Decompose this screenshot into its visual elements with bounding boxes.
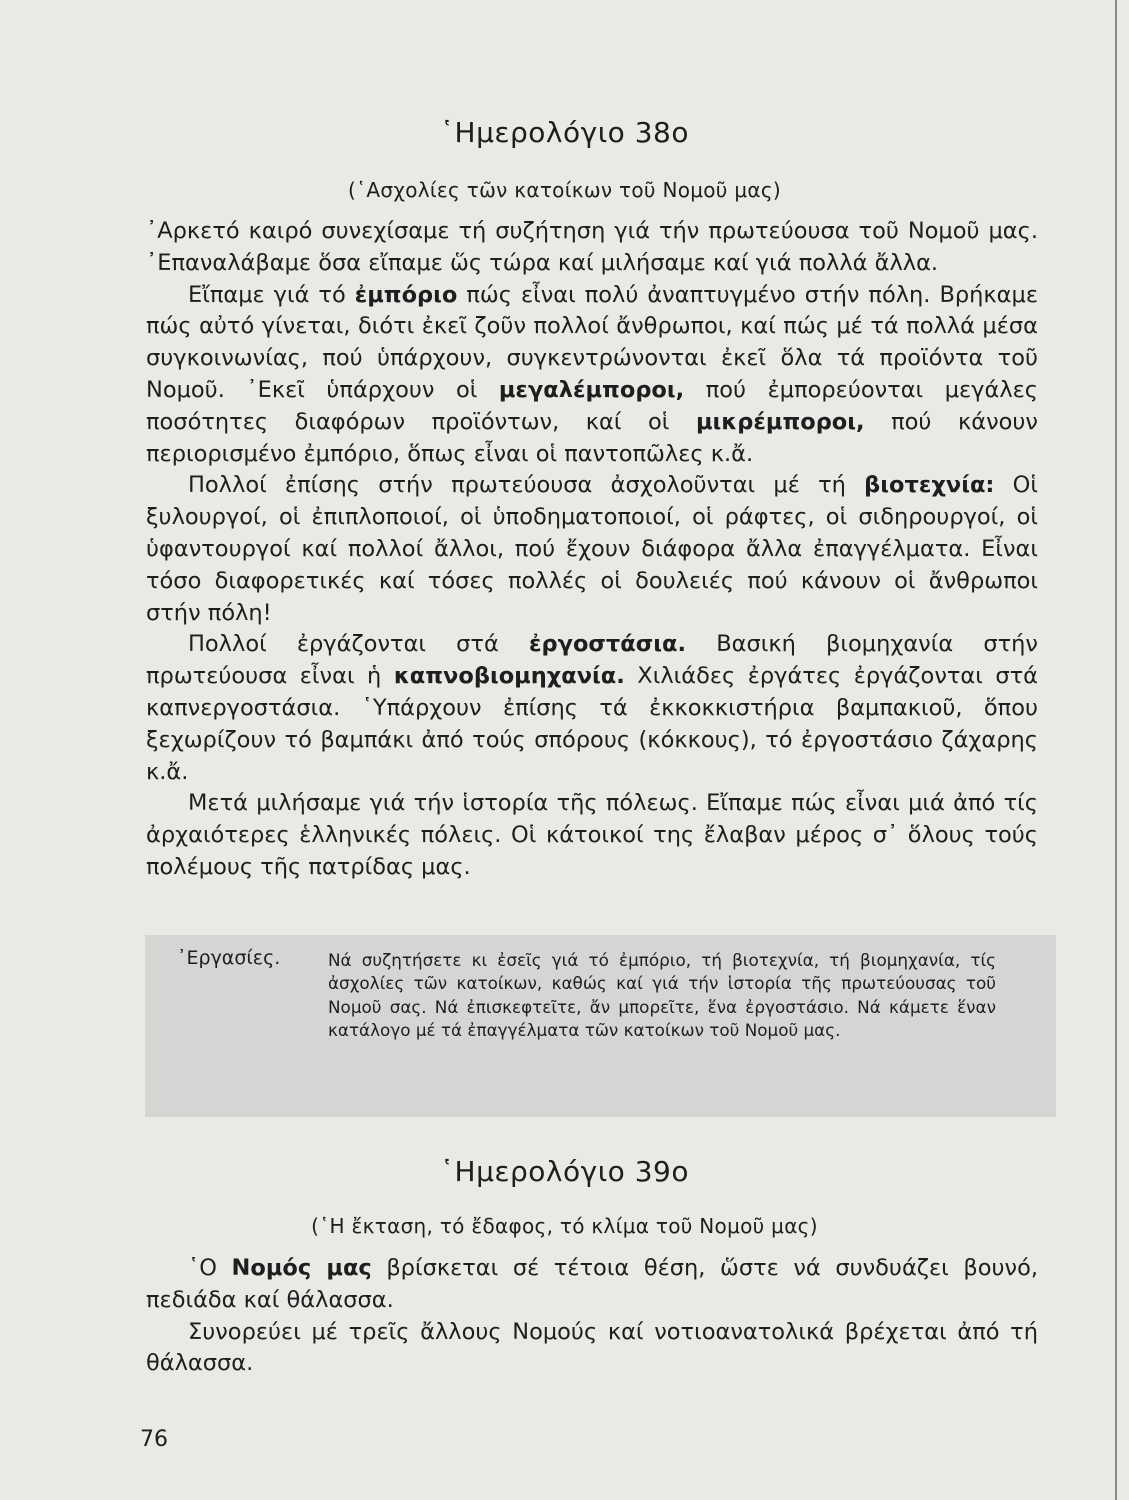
page-edge: [1115, 0, 1117, 1500]
text-run: Βασική βιομηχανία στήν πρωτεύουσα εἶναι ἡ: [146, 631, 1038, 690]
term-commerce: ἐμπόριο: [354, 281, 458, 308]
text-run: βρίσκεται σέ τέτοια θέση, ὥστε νά συνδυάζει βουνό, πεδιάδα καί θάλασσα.: [146, 1255, 1038, 1313]
term-tobacco-industry: καπνοβιομηχανία.: [393, 663, 625, 690]
text-run: Εἴπαμε γιά τό: [188, 281, 355, 308]
text-run: Χιλιάδες ἐργάτες ἐργάζονται στά καπνεργοστάσια. ῾Υπάρχουν ἐπίσης τά ἐκκοκκιστήρια βαμπακιοῦ, ὅπου ξεχωρίζουν τό βαμπάκι ἀπό τούς σπόρους (κόκκους), τό ἐργοστάσιο ζάχαρης κ.ἄ.: [146, 663, 1039, 785]
text-run: Οἱ ξυλουργοί, οἱ ἐπιπλοποιοί, οἱ ὑποδηματοποιοί, οἱ ράφτες, οἱ σιδηρουργοί, οἱ ὑφαντουργοί καί πολλοί ἄλλοι, πού ἔχουν διάφορα ἄλλα ἐπαγγέλματα. Εἶναι τόσο διαφορετικές καί τόσες πολλές οἱ δουλειές πού κάνουν οἱ ἄνθρωποι στήν πόλη!: [146, 472, 1039, 626]
term-factories: ἐργοστάσια.: [528, 631, 687, 658]
exercise-text: Νά συζητήσετε κι ἐσεῖς γιά τό ἐμπόριο, τή βιοτεχνία, τή βιομηχανία, τίς ἀσχολίες τῶν κατοίκων, καθώς καί γιά τήν ἱστορία τῆς πρωτεύουσας τοῦ Νομοῦ σας. Νά ἐπισκεφτεῖτε, ἄν μπορεῖτε, ἕνα ἐργοστάσιο. Νά κάμετε ἕναν κατάλογο μέ τά ἐπαγγέλματα τῶν κατοίκων τοῦ Νομοῦ μας.: [328, 950, 996, 1041]
diary-39-subtitle: (῾Η ἔκταση, τό ἔδαφος, τό κλίμα τοῦ Νομοῦ μας): [311, 1214, 818, 1238]
term-our-prefecture: Νομός μας: [231, 1255, 372, 1281]
term-crafts: βιοτεχνία:: [864, 472, 995, 499]
paragraph-history: Μετά μιλήσαμε γιά τήν ἱστορία τῆς πόλεως. Εἴπαμε πώς εἶναι μιά ἀπό τίς ἀρχαιότερες ἑλληνικές πόλεις. Οἱ κάτοικοί της ἔλαβαν μέρος σ᾿ ὅλους τούς πολέμους τῆς πατρίδας μας.: [146, 790, 1038, 880]
paragraph-crafts: [146, 470, 1038, 629]
text-run: πώς εἶναι πολύ ἀναπτυγμένο στήν πόλη. Βρήκαμε πώς αὐτό γίνεται, διότι ἐκεῖ ζοῦν πολλοί ἄνθρωποι, καί πώς μέ τά πολλά μέσα συγκοινωνίας, πού ὑπάρχουν, συγκεντρώνονται ἐκεῖ ὅλα τά προϊόντα τοῦ Νομοῦ. ᾿Εκεῖ ὑπάρχουν οἱ: [146, 281, 1038, 403]
exercise-box: [145, 935, 1056, 1117]
paragraph-intro: ᾿Αρκετό καιρό συνεχίσαμε τή συζήτηση γιά τήν πρωτεύουσα τοῦ Νομοῦ μας. ᾿Επαναλάβαμε ὅσα εἴπαμε ὥς τώρα καί μιλήσαμε καί γιά πολλά ἄλλα.: [146, 218, 1038, 276]
paragraph-commerce: [146, 280, 1038, 471]
text-run: πού ἐμπορεύονται μεγάλες ποσότητες διαφόρων προϊόντων, καί οἱ: [146, 376, 1038, 435]
diary-38-title: ῾Ημερολόγιο 38ο: [440, 116, 689, 149]
paragraph-industry: [146, 629, 1038, 788]
diary-39-body: [146, 1253, 1038, 1380]
paragraph-location: [146, 1253, 1038, 1317]
term-retailers: μικρέμποροι,: [695, 408, 865, 435]
page-number: 76: [140, 1427, 168, 1452]
diary-38-body: [146, 216, 1038, 884]
exercise-label: ᾿Εργασίες.: [177, 947, 281, 969]
paragraph-borders: Συνορεύει μέ τρεῖς ἄλλους Νομούς καί νοτιοανατολικά βρέχεται ἀπό τή θάλασσα.: [146, 1318, 1038, 1377]
text-run: πού κάνουν περιορισμένο ἐμπόριο, ὅπως εἶναι οἱ παντοπῶλες κ.ἄ.: [146, 408, 1038, 467]
text-run: ῾Ο: [188, 1255, 232, 1281]
text-run: Πολλοί ἐπίσης στήν πρωτεύουσα ἀσχολοῦνται μέ τή: [188, 472, 865, 499]
text-run: Πολλοί ἐργάζονται στά: [188, 631, 529, 658]
diary-39-title: ῾Ημερολόγιο 39ο: [440, 1155, 689, 1188]
diary-38-subtitle: (῾Ασχολίες τῶν κατοίκων τοῦ Νομοῦ μας): [347, 178, 781, 202]
term-wholesalers: μεγαλέμποροι,: [498, 376, 685, 403]
